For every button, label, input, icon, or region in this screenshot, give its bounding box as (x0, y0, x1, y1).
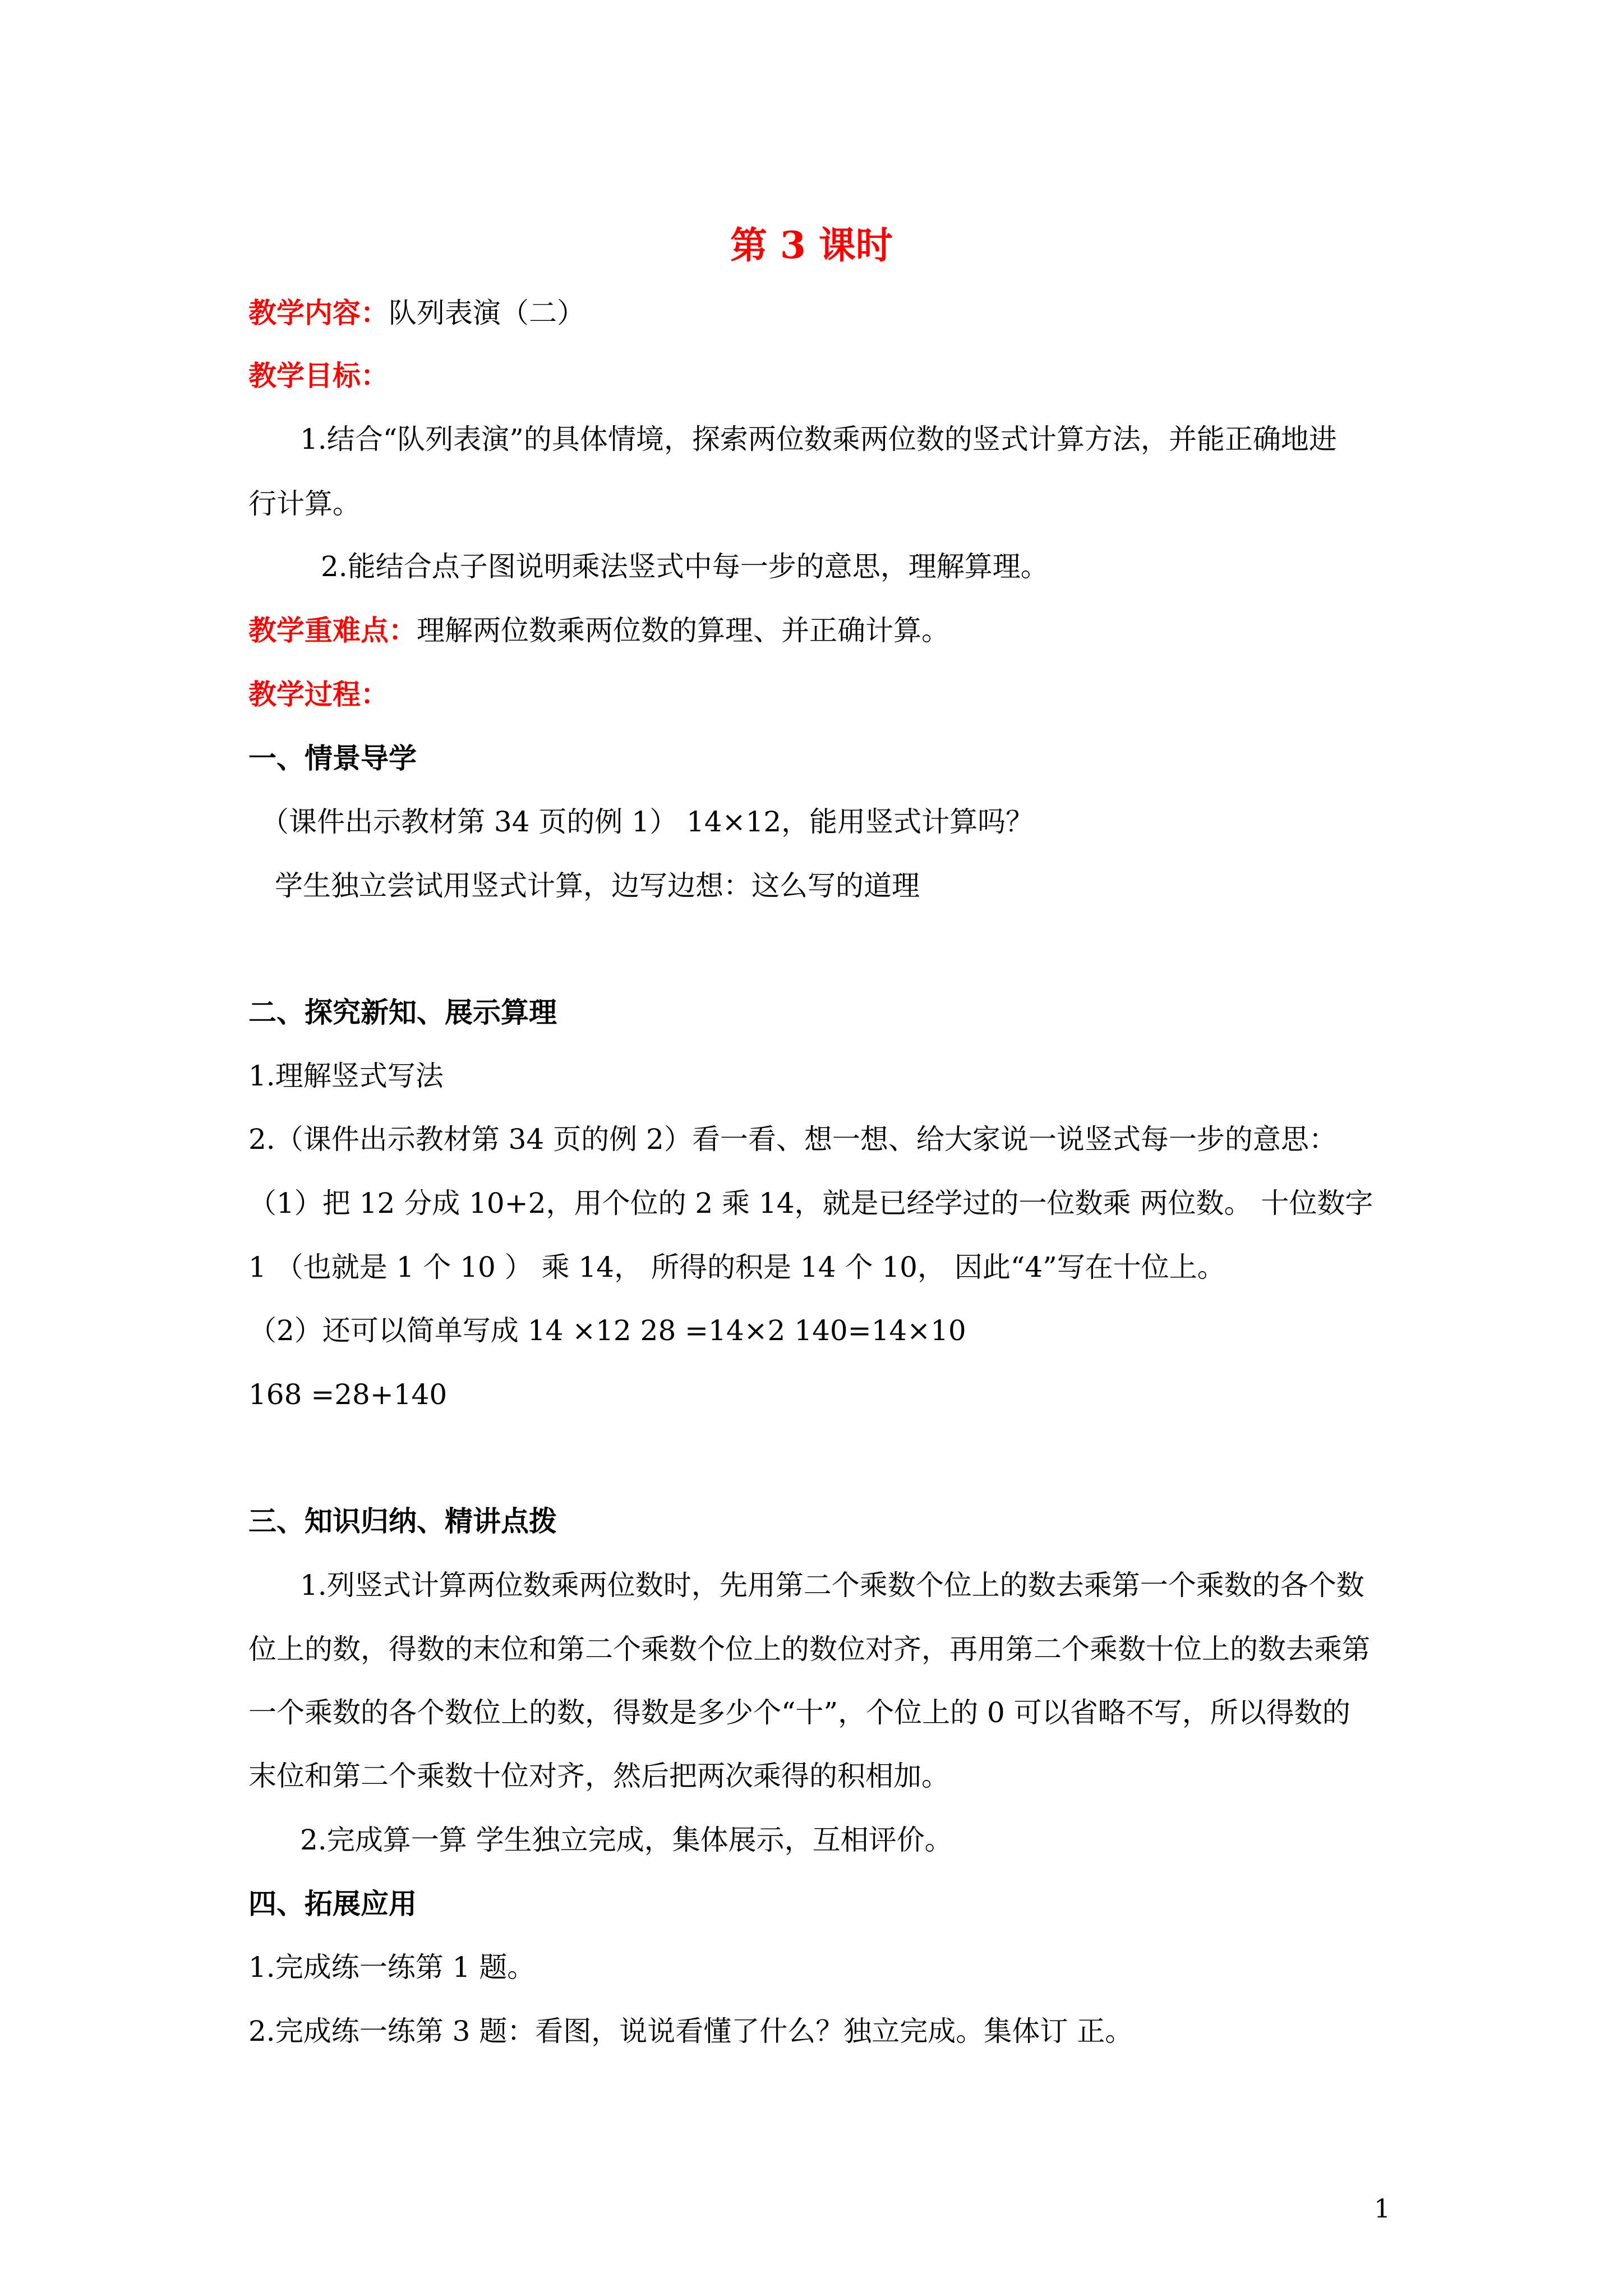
section-2-line-5: （2）还可以简单写成 14 ×12 28 =14×2 140=14×10 (248, 1314, 966, 1347)
key-points-row (248, 614, 1623, 647)
section-1-heading: 一、情景导学 (248, 742, 417, 775)
content-text: 队列表演（二） (389, 297, 585, 329)
key-points-text: 理解两位数乘两位数的算理、并正确计算。 (417, 614, 949, 647)
section-4-heading: 四、拓展应用 (248, 1887, 417, 1920)
section-2-line-2: 2.（课件出示教材第 34 页的例 2）看一看、想一想、给大家说一说竖式每一步的意思： (248, 1123, 1337, 1156)
objective-1-line-2: 行计算。 (248, 487, 361, 520)
content-row (248, 296, 1623, 330)
section-2-line-1: 1.理解竖式写法 (248, 1060, 444, 1092)
section-1-line-1: （课件出示教材第 34 页的例 1） 14×12，能用竖式计算吗？ (261, 806, 1034, 838)
section-1-line-2: 学生独立尝试用竖式计算，边写边想：这么写的道理 (275, 869, 920, 902)
key-points-label: 教学重难点： (248, 614, 417, 647)
section-3-line-1: 1.列竖式计算两位数乘两位数时，先用第二个乘数个位上的数去乘第一个乘数的各个数 (300, 1569, 1364, 1602)
section-2-line-3: （1）把 12 分成 10+2，用个位的 2 乘 14，就是已经学过的一位数乘 两位数。 十位数字 (248, 1187, 1373, 1220)
section-2-heading: 二、探究新知、展示算理 (248, 996, 557, 1029)
section-2-line-6: 168 =28+140 (248, 1378, 448, 1411)
section-3-line-3: 一个乘数的各个数位上的数，得数是多少个“十”，个位上的 0 可以省略不写，所以得数的 (248, 1696, 1350, 1729)
page-number: 1 (1374, 2193, 1391, 2224)
objective-2: 2.能结合点子图说明乘法竖式中每一步的意思，理解算理。 (321, 550, 1049, 583)
section-4-line-1: 1.完成练一练第 1 题。 (248, 1951, 536, 1984)
section-3-line-4: 末位和第二个乘数十位对齐，然后把两次乘得的积相加。 (248, 1760, 949, 1792)
objective-1-line-1: 1.结合“队列表演”的具体情境，探索两位数乘两位数的竖式计算方法，并能正确地进 (300, 423, 1337, 455)
section-4-line-2: 2.完成练一练第 3 题：看图，说说看懂了什么？独立完成。集体订 正。 (248, 2015, 1133, 2047)
content-label: 教学内容： (248, 296, 389, 329)
section-3-line-5: 2.完成算一算 学生独立完成，集体展示，互相评价。 (300, 1824, 953, 1856)
objectives-label: 教学目标： (248, 359, 389, 392)
page-title: 第 3 课时 (730, 223, 893, 267)
process-label: 教学过程： (248, 678, 389, 711)
section-3-heading: 三、知识归纳、精讲点拨 (248, 1504, 557, 1538)
section-3-line-2: 位上的数，得数的末位和第二个乘数个位上的数位对齐，再用第二个乘数十位上的数去乘第 (248, 1633, 1370, 1665)
section-2-line-4: 1 （也就是 1 个 10 ） 乘 14， 所得的积是 14 个 10， 因此“4”写在十位上。 (248, 1251, 1225, 1283)
